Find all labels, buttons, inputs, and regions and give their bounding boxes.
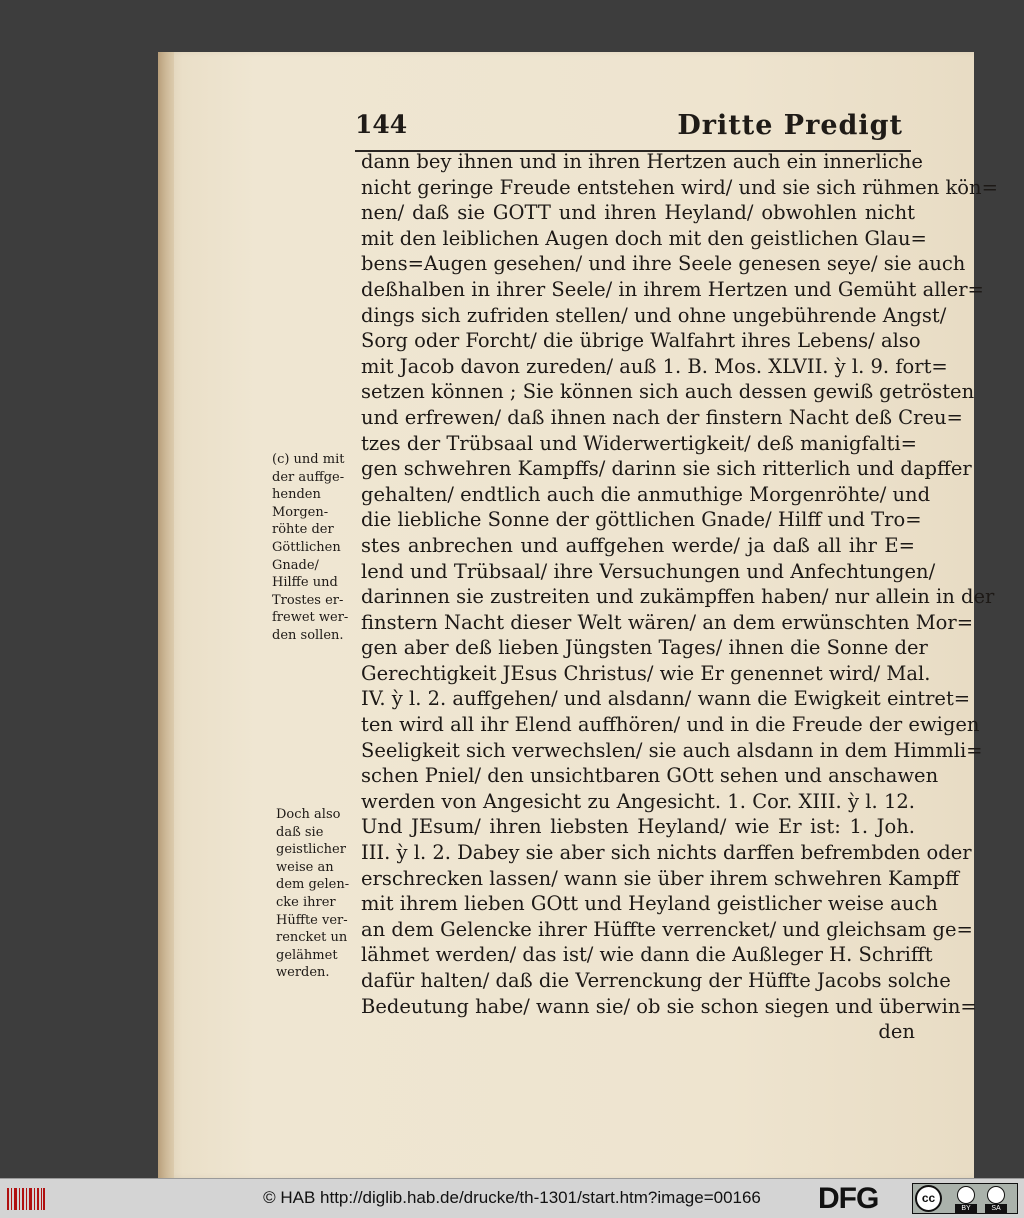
margin-note-line: Göttlichen	[272, 539, 341, 555]
source-credit-link[interactable]: © HAB http://diglib.hab.de/drucke/th-1301/start.htm?image=00166	[263, 1188, 761, 1207]
margin-note-line: cke ihrer	[276, 894, 336, 910]
text-line: Bedeutung habe/ wann sie/ ob sie schon siegen und überwin=	[361, 994, 977, 1018]
text-line: bens=Augen gesehen/ und ihre Seele genesen seye/ sie auch	[361, 252, 966, 276]
dfg-logo: DFG	[818, 1182, 879, 1215]
page-number: 144	[355, 110, 408, 139]
text-line: werden von Angesicht zu Angesicht. 1. Cor. XIII. ỳ l. 12.	[361, 789, 915, 813]
text-line: tzes der Trübsaal und Widerwertigkeit/ deß manigfalti=	[361, 431, 917, 455]
margin-note-line: Gnade/	[272, 557, 319, 573]
text-line: mit den leiblichen Augen doch mit den geistlichen Glau=	[361, 226, 927, 250]
text-line: schen Pniel/ den unsichtbaren GOtt sehen und anschawen	[361, 764, 939, 788]
text-line: erschrecken lassen/ wann sie über ihrem schwehren Kampff	[361, 866, 959, 890]
page-header	[355, 110, 911, 152]
text-line: IV. ỳ l. 2. auffgehen/ und alsdann/ wann die Ewigkeit eintret=	[361, 687, 971, 711]
text-line: Sorg oder Forcht/ die übrige Walfahrt ihres Lebens/ also	[361, 329, 921, 353]
text-line: nen/ daß sie GOTT und ihren Heyland/ obwohlen nicht	[361, 201, 915, 225]
margin-note-line: dem gelen-	[276, 877, 350, 893]
text-line: Und JEsum/ ihren liebsten Heyland/ wie Er ist: 1. Joh.	[361, 815, 915, 839]
margin-note-line: frewet wer-	[272, 610, 349, 626]
text-line: ten wird all ihr Elend auffhören/ und in die Freude der ewigen	[361, 713, 980, 737]
attribution-icon	[957, 1186, 975, 1204]
margin-note-line: Hilffe und	[272, 575, 338, 591]
text-line: dafür halten/ daß die Verrenckung der Hüffte Jacobs solche	[361, 969, 951, 992]
text-line: Gerechtigkeit JEsus Christus/ wie Er genennet wird/ Mal.	[361, 661, 931, 685]
text-line: III. ỳ l. 2. Dabey sie aber sich nichts darffen befrembden oder	[361, 841, 972, 865]
text-line: mit ihrem lieben GOtt und Heyland geistlicher weise auch	[361, 892, 938, 916]
text-line: finstern Nacht dieser Welt wären/ an dem erwünschten Mor=	[361, 610, 974, 634]
text-line: nicht geringe Freude entstehen wird/ und sie sich rühmen kön=	[361, 175, 998, 199]
share-alike-icon	[987, 1186, 1005, 1204]
text-line: die liebliche Sonne der göttlichen Gnade/ Hilff und Tro=	[361, 508, 922, 532]
margin-note-line: Doch also	[276, 807, 341, 822]
text-line: mit Jacob davon zureden/ auß 1. B. Mos. XLVII. ỳ l. 9. fort=	[361, 354, 948, 378]
license-by-label: BY	[955, 1204, 977, 1213]
text-line: dann bey ihnen und in ihren Hertzen auch ein innerliche	[361, 150, 923, 173]
margin-note-line: daß sie	[276, 824, 324, 840]
text-line: stes anbrechen und auffgehen werde/ ja daß all ihr E=	[361, 533, 915, 557]
margin-note-line: geistlicher	[276, 842, 346, 858]
page-gutter-shadow	[158, 52, 174, 1178]
cc-license-badge[interactable]	[912, 1183, 1018, 1214]
text-line: und erfrewen/ daß ihnen nach der finstern Nacht deß Creu=	[361, 405, 963, 429]
viewer-footer	[0, 1178, 1024, 1218]
main-text-block	[361, 149, 998, 1045]
text-line: darinnen sie zustreiten und zukämpffen haben/ nur allein in der	[361, 585, 995, 609]
margin-note-line: weise an	[276, 859, 334, 875]
text-line: lähmet werden/ das ist/ wie dann die Außleger H. Schrifft	[361, 943, 933, 967]
margin-note-d	[276, 806, 358, 982]
text-line: Seeligkeit sich verwechslen/ sie auch alsdann in dem Himmli=	[361, 738, 983, 762]
margin-note-line: henden	[272, 487, 321, 503]
margin-note-c	[272, 451, 358, 645]
margin-note-line: der auffge-	[272, 469, 345, 485]
margin-note-line: röhte der	[272, 522, 334, 538]
margin-note-line: gelähmet	[276, 947, 338, 963]
margin-note-line: Trostes er-	[272, 592, 344, 608]
text-line: deßhalben in ihrer Seele/ in ihrem Hertzen und Gemüht aller=	[361, 277, 984, 301]
margin-note-line: den sollen.	[272, 627, 344, 643]
catchword: den	[878, 1020, 915, 1044]
text-line: dings sich zufriden stellen/ und ohne ungebührende Angst/	[361, 303, 947, 327]
margin-note-line: Morgen-	[272, 504, 329, 520]
margin-note-line: werden.	[276, 965, 330, 981]
license-sa-label: SA	[985, 1204, 1007, 1213]
text-line: gen schwehren Kampffs/ darinn sie sich ritterlich und dapffer	[361, 457, 972, 481]
cc-icon: cc	[915, 1185, 942, 1212]
margin-note-line: (c) und mit	[272, 452, 345, 467]
text-line: gehalten/ endtlich auch die anmuthige Morgenröhte/ und	[361, 482, 931, 506]
running-head: Dritte Predigt	[677, 110, 903, 141]
margin-note-line: rencket un	[276, 930, 348, 946]
margin-note-line: Hüffte ver-	[276, 912, 348, 928]
text-line: gen aber deß lieben Jüngsten Tages/ ihnen die Sonne der	[361, 636, 928, 660]
text-line: setzen können ; Sie können sich auch dessen gewiß getrösten	[361, 380, 975, 404]
text-line: lend und Trübsaal/ ihre Versuchungen und Anfechtungen/	[361, 559, 936, 583]
text-line: an dem Gelencke ihrer Hüffte verrencket/ und gleichsam ge=	[361, 917, 973, 941]
